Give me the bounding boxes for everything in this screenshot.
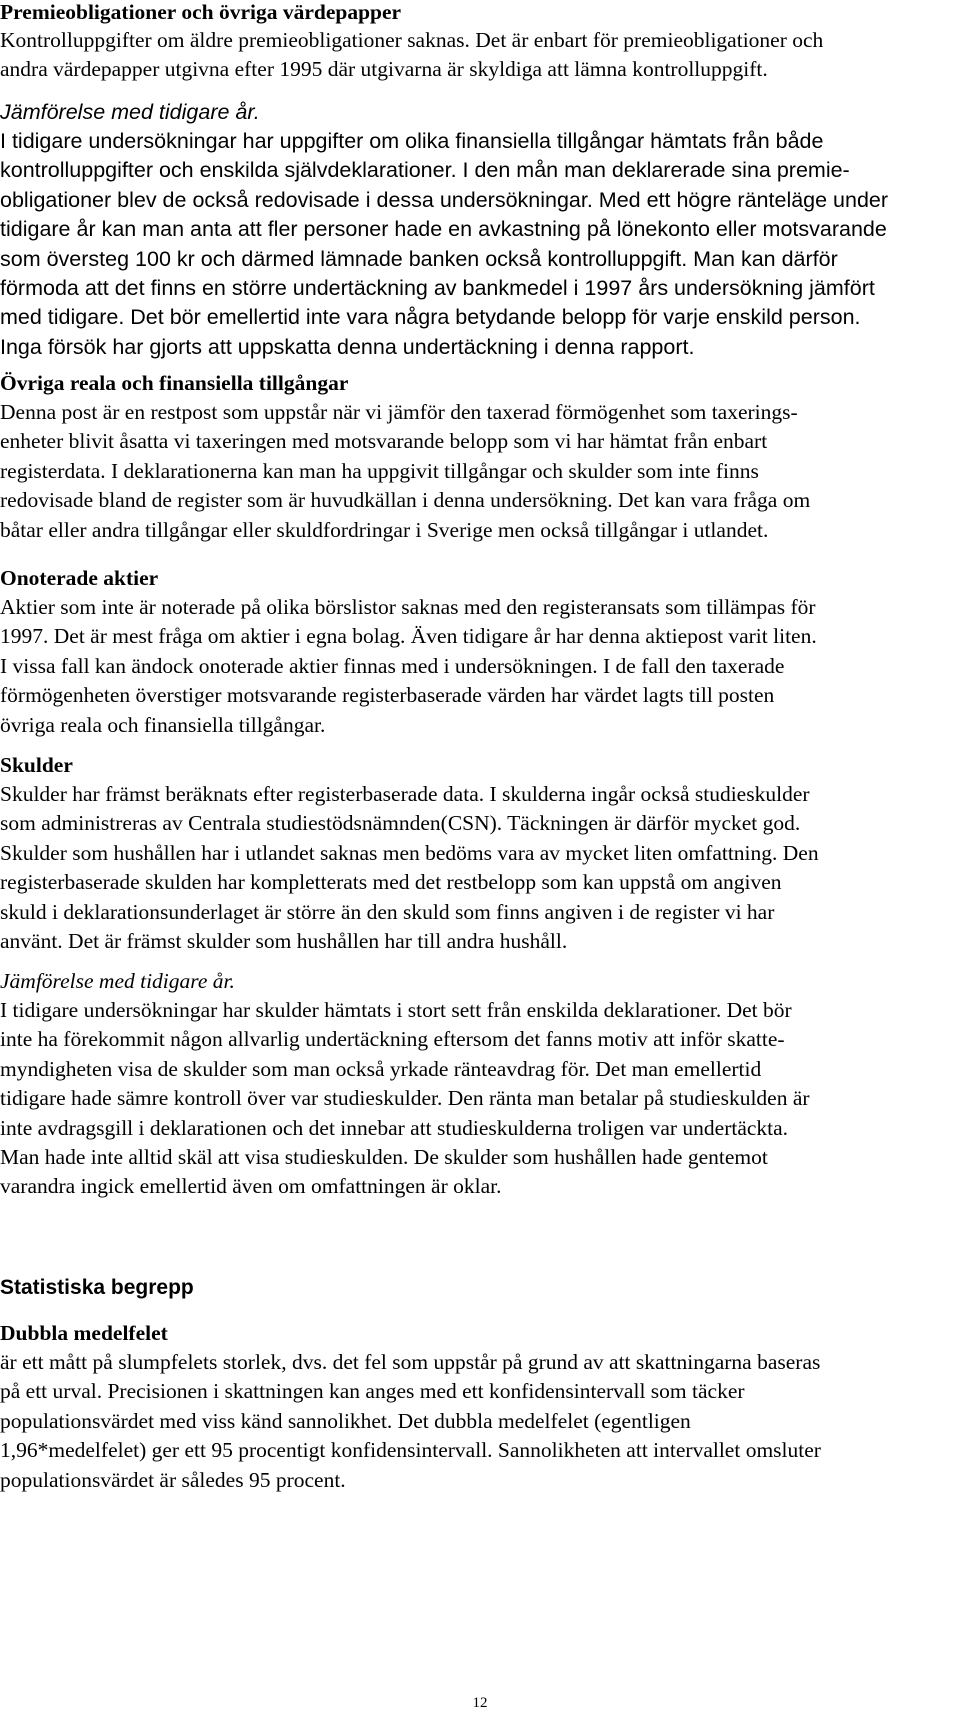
paragraph-line: skuld i deklarationsunderlaget är större än den skuld som finns angiven i de register vi har: [0, 899, 775, 924]
paragraph-line: 1997. Det är mest fråga om aktier i egna bolag. Även tidigare år har denna aktiepost varit liten.: [0, 624, 817, 649]
paragraph-line: populationsvärdet är således 95 procent.: [0, 1467, 346, 1492]
paragraph-line: registerbaserade skulden har kompletterats med det restbelopp som kan uppstå om angiven: [0, 870, 782, 895]
paragraph-line: andra värdepapper utgivna efter 1995 där utgivarna är skyldiga att lämna kontrolluppgift.: [0, 57, 768, 82]
section-onoterade-aktier: [0, 563, 950, 740]
heading-premieobligationer: Premieobligationer och övriga värdepapper: [0, 0, 402, 24]
paragraph-line: övriga reala och finansiella tillgångar.: [0, 712, 326, 737]
paragraph-line: Aktier som inte är noterade på olika börslistor saknas med den registeransats som tillämpas för: [0, 595, 816, 619]
paragraph-line: Skulder har främst beräknats efter registerbaserade data. I skulderna ingår också studieskulder: [0, 782, 810, 806]
subheading-jamforelse: Jämförelse med tidigare år.: [0, 100, 260, 124]
paragraph-line: I vissa fall kan ändock onoterade aktier finnas med i undersökningen. I de fall den taxerade: [0, 653, 785, 678]
heading-onoterade-aktier: Onoterade aktier: [0, 566, 159, 590]
paragraph-line: förmögenheten överstiger motsvarande registerbaserade värden har värdet lagts till posten: [0, 683, 775, 708]
section-jamforelse-2: [0, 966, 950, 1202]
heading-ovriga-tillgangar: Övriga reala och finansiella tillgångar: [0, 371, 349, 395]
section-skulder: [0, 750, 950, 956]
paragraph-line: på ett urval. Precisionen i skattningen kan anges med ett konfidensintervall som täcker: [0, 1379, 745, 1404]
paragraph-line: båtar eller andra tillgångar eller skuldfordringar i Sverige men också tillgångar i utlandet.: [0, 517, 769, 542]
paragraph-line: Skulder som hushållen har i utlandet saknas men bedöms vara av mycket liten omfattning. Den: [0, 840, 819, 865]
paragraph-line: populationsvärdet med viss känd sannolikhet. Det dubbla medelfelet (egentligen: [0, 1408, 691, 1433]
paragraph-line: 1,96*medelfelet) ger ett 95 procentigt konfidensintervall. Sannolikheten att intervallet omsluter: [0, 1438, 821, 1463]
paragraph-line: Man hade inte alltid skäl att visa studieskulden. De skulder som hushållen hade gentemot: [0, 1145, 768, 1170]
heading-skulder: Skulder: [0, 753, 73, 777]
paragraph-line: använt. Det är främst skulder som hushållen har till andra hushåll.: [0, 929, 568, 954]
paragraph-line: är ett mått på slumpfelets storlek, dvs. det fel som uppstår på grund av att skattningarna baseras: [0, 1350, 821, 1374]
paragraph-line: Denna post är en restpost som uppstår när vi jämför den taxerad förmögenhet som taxerings-: [0, 400, 798, 424]
section-jamforelse-1: [0, 97, 950, 362]
paragraph-line: enheter blivit åsatta vi taxeringen med motsvarande belopp som vi har hämtat från enbart: [0, 429, 768, 454]
paragraph-line: registerdata. I deklarationerna kan man ha uppgivit tillgångar och skulder som inte finns: [0, 458, 759, 483]
heading-statistiska-begrepp: Statistiska begrepp: [0, 1276, 194, 1299]
paragraph-line: varandra ingick emellertid även om omfattningen är oklar.: [0, 1174, 502, 1199]
paragraph-line: I tidigare undersökningar har skulder hämtats i stort sett från enskilda deklarationer. Det bör: [0, 998, 792, 1022]
paragraph-line: som administreras av Centrala studiestödsnämnden(CSN). Täckningen är därför mycket god.: [0, 811, 801, 836]
paragraph-line: Inga försök har gjorts att uppskatta denna undertäckning i denna rapport.: [0, 334, 695, 359]
paragraph-line: myndigheten visa de skulder som man också yrkade ränteavdrag för. Det man emellertid: [0, 1056, 762, 1081]
paragraph-line: obligationer blev de också redovisade i dessa undersökningar. Med ett högre ränteläge under: [0, 187, 889, 212]
section-dubbla-medelfelet: [0, 1318, 950, 1495]
section-statistiska-begrepp: [0, 1253, 950, 1323]
paragraph-line: Kontrolluppgifter om äldre premieobligationer saknas. Det är enbart för premieobligationer och: [0, 28, 824, 52]
paragraph-line: som översteg 100 kr och därmed lämnade banken också kontrolluppgift. Man kan därför: [0, 246, 838, 271]
paragraph-line: förmoda att det finns en större undertäckning av bankmedel i 1997 års undersökning jämfört: [0, 276, 875, 301]
paragraph-line: redovisade bland de register som är huvudkällan i denna undersökning. Det kan vara fråga om: [0, 488, 811, 513]
subheading-jamforelse: Jämförelse med tidigare år.: [0, 969, 235, 993]
paragraph-line: tidigare år kan man anta att fler personer hade en avkastning på lönekonto eller motsvarande: [0, 217, 887, 242]
heading-dubbla-medelfelet: Dubbla medelfelet: [0, 1321, 168, 1345]
section-ovriga-tillgangar: [0, 368, 950, 545]
paragraph-line: tidigare hade sämre kontroll över var studieskulder. Den ränta man betalar på studieskulden är: [0, 1086, 810, 1111]
paragraph-line: I tidigare undersökningar har uppgifter om olika finansiella tillgångar hämtats från både: [0, 129, 824, 153]
paragraph-line: inte ha förekommit någon allvarlig undertäckning eftersom det fanns motiv att inför skatte-: [0, 1027, 785, 1052]
page-number: 12: [472, 1695, 488, 1711]
paragraph-line: med tidigare. Det bör emellertid inte vara några betydande belopp för varje enskild person.: [0, 305, 861, 330]
paragraph-line: inte avdragsgill i deklarationen och det innebar att studieskulderna troligen var undertäckta.: [0, 1115, 789, 1140]
section-premieobligationer: [0, 0, 950, 85]
paragraph-line: kontrolluppgifter och enskilda självdeklarationer. I den mån man deklarerade sina premie-: [0, 158, 850, 183]
